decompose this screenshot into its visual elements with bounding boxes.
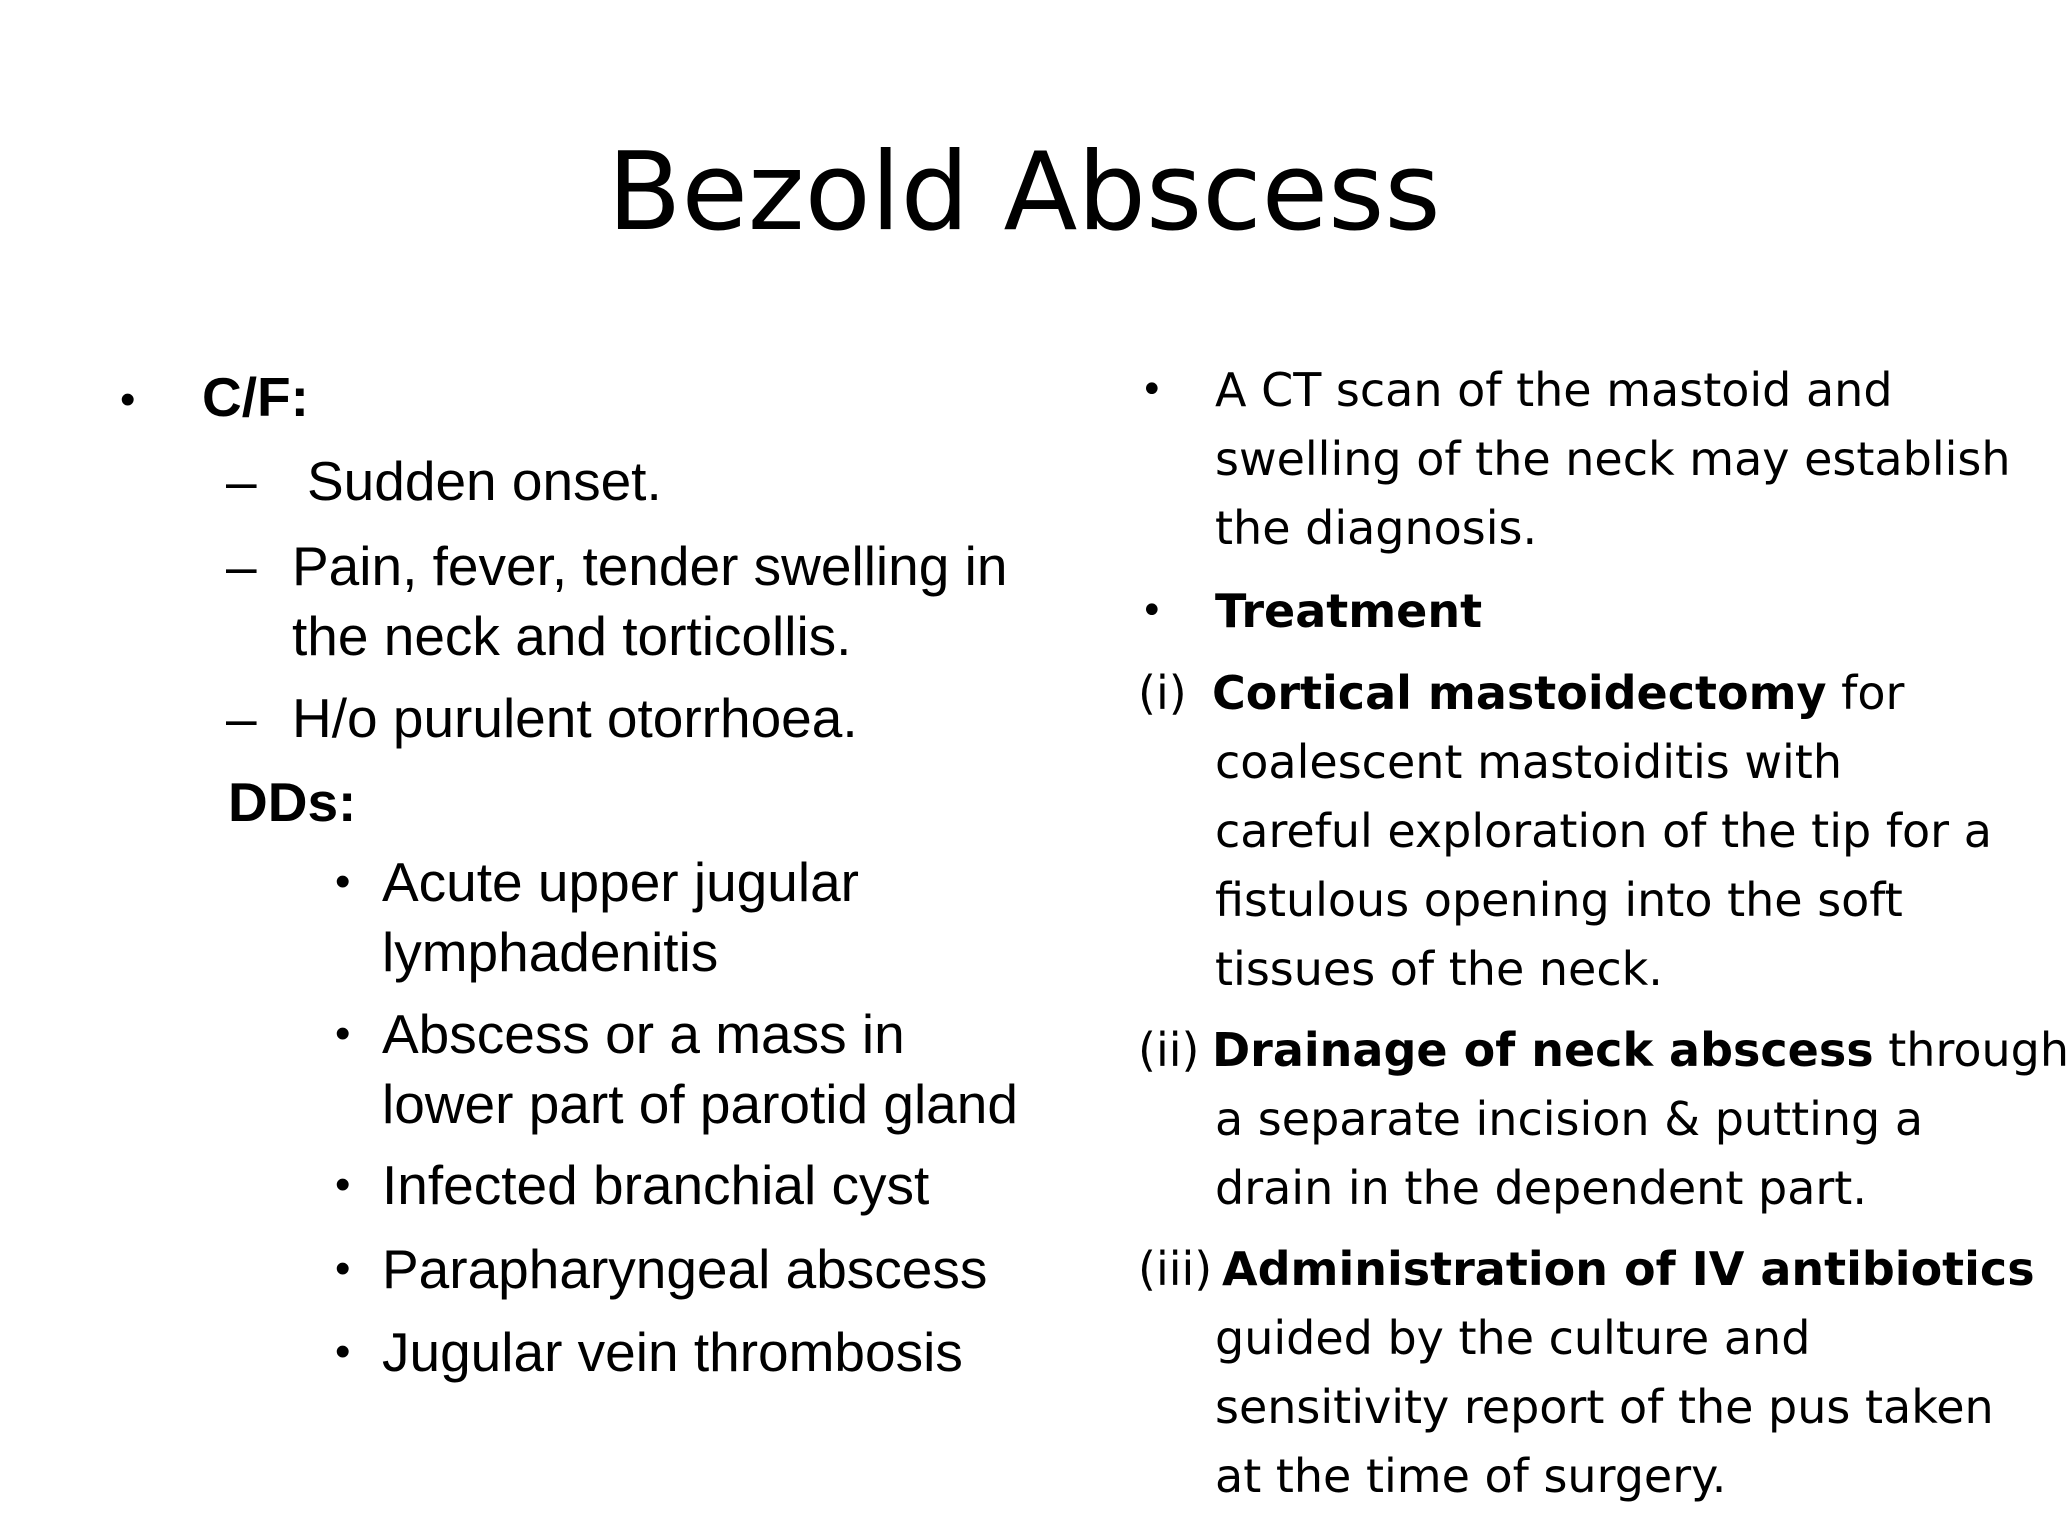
dash: – bbox=[226, 450, 257, 512]
cf-item-2: Pain, fever, tender swelling in bbox=[292, 535, 1008, 597]
dd-item-2: Abscess or a mass in bbox=[382, 1003, 905, 1065]
dd-item-1: Acute upper jugular bbox=[382, 851, 859, 913]
bullet: • bbox=[120, 375, 136, 424]
treatment-1-cont-3: fistulous opening into the soft bbox=[1215, 873, 1903, 927]
treatment-2-cont-2: drain in the dependent part. bbox=[1215, 1161, 1867, 1215]
treatment-heading: Treatment bbox=[1215, 584, 1483, 638]
treatment-2-rest: through bbox=[1873, 1023, 2069, 1077]
dd-item-2-cont: lower part of parotid gland bbox=[382, 1073, 1018, 1135]
bullet: • bbox=[1140, 367, 1164, 413]
treatment-3-cont-2: sensitivity report of the pus taken bbox=[1215, 1380, 1994, 1434]
treatment-1-cont-2: careful exploration of the tip for a bbox=[1215, 804, 1992, 858]
dd-item-1-cont: lymphadenitis bbox=[382, 921, 719, 983]
treatment-2-cont-1: a separate incision & putting a bbox=[1215, 1092, 1924, 1146]
cf-item-2-cont: the neck and torticollis. bbox=[292, 605, 852, 667]
dash: – bbox=[226, 535, 257, 597]
treatment-3-bold: Administration of IV antibiotics bbox=[1222, 1242, 2035, 1296]
treatment-1-first-line bbox=[1212, 659, 1904, 728]
ct-line-3: the diagnosis. bbox=[1215, 501, 1538, 555]
treatment-1-cont-1: coalescent mastoiditis with bbox=[1215, 735, 1842, 789]
cf-item-3: H/o purulent otorrhoea. bbox=[292, 687, 858, 749]
treatment-marker-3: (iii) bbox=[1138, 1242, 1213, 1296]
treatment-marker-2: (ii) bbox=[1138, 1023, 1200, 1077]
dds-heading: DDs: bbox=[228, 771, 357, 833]
treatment-1-rest: for bbox=[1826, 666, 1905, 720]
bullet: • bbox=[335, 1160, 351, 1209]
bullet: • bbox=[335, 1244, 351, 1293]
bullet: • bbox=[335, 1327, 351, 1376]
ct-line-2: swelling of the neck may establish bbox=[1215, 432, 2011, 486]
treatment-2-bold: Drainage of neck abscess bbox=[1212, 1023, 1874, 1077]
treatment-marker-1: (i) bbox=[1138, 666, 1187, 720]
dd-item-5: Jugular vein thrombosis bbox=[382, 1321, 963, 1383]
treatment-1-cont-4: tissues of the neck. bbox=[1215, 942, 1663, 996]
dd-item-4: Parapharyngeal abscess bbox=[382, 1238, 988, 1300]
ct-line-1: A CT scan of the mastoid and bbox=[1215, 363, 1893, 417]
dash: – bbox=[226, 687, 257, 749]
treatment-3-first-line bbox=[1222, 1235, 2035, 1304]
cf-heading: C/F: bbox=[202, 366, 309, 428]
bullet: • bbox=[335, 1009, 351, 1058]
treatment-1-bold: Cortical mastoidectomy bbox=[1212, 666, 1827, 720]
cf-item-1: Sudden onset. bbox=[307, 450, 662, 512]
bullet: • bbox=[335, 857, 351, 906]
treatment-3-cont-1: guided by the culture and bbox=[1215, 1311, 1811, 1365]
bullet: • bbox=[1140, 588, 1164, 634]
slide-title: Bezold Abscess bbox=[607, 130, 1441, 255]
treatment-3-cont-3: at the time of surgery. bbox=[1215, 1449, 1727, 1503]
dd-item-3: Infected branchial cyst bbox=[382, 1154, 930, 1216]
treatment-2-first-line bbox=[1212, 1016, 2069, 1085]
